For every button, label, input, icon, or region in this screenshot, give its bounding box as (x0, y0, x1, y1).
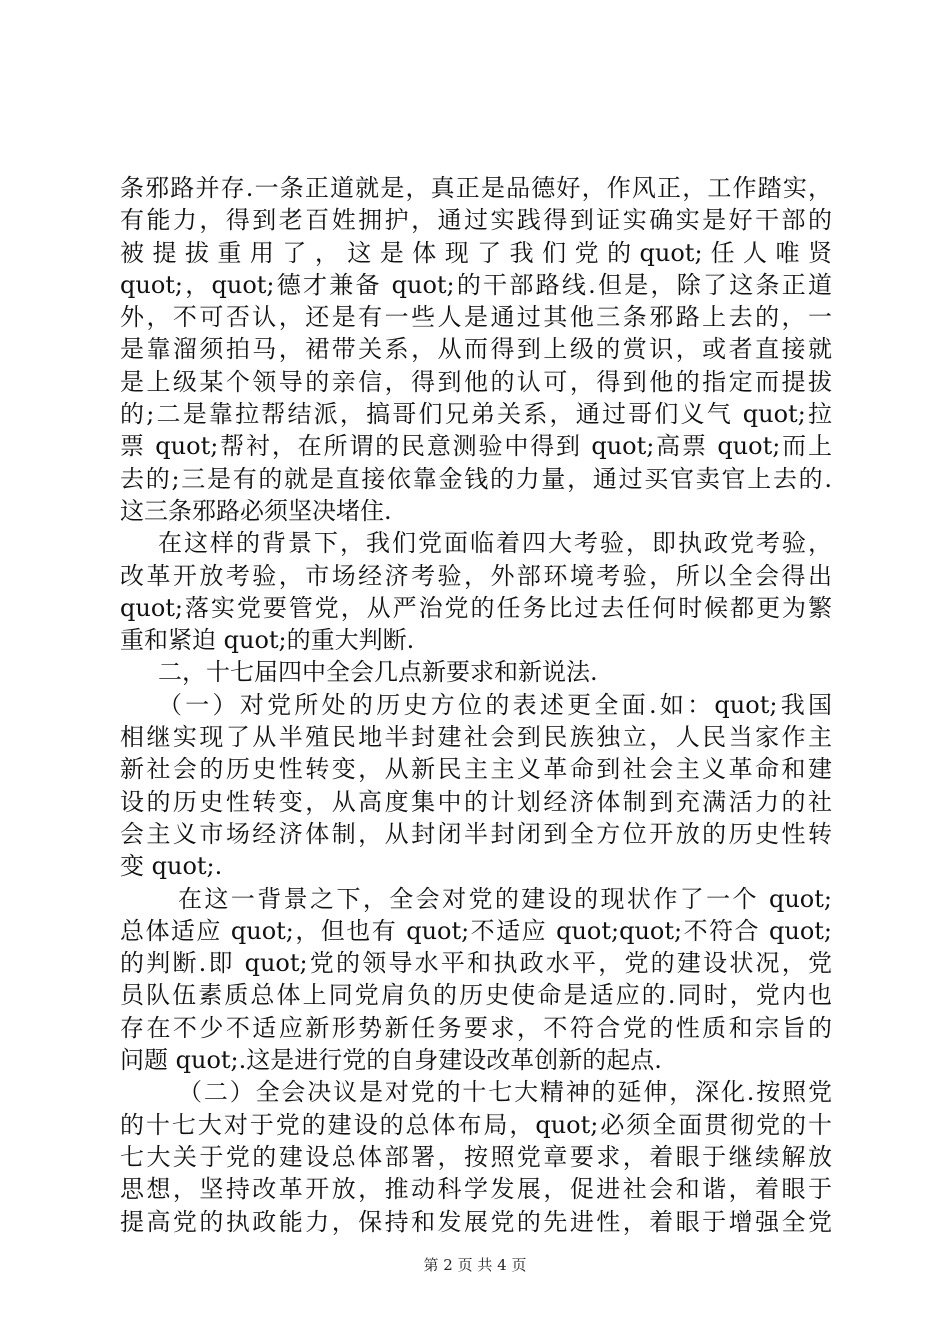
text-line: quot;落实党要管党，从严治党的任务比过去任何时候都更为繁 (120, 593, 832, 622)
text-line: 被 提 拔 重 用 了 ， 这 是 体 现 了 我 们 党 的 quot; 任 人 唯 贤 (120, 238, 832, 267)
text-line: 条邪路并存.一条正道就是，真正是品德好，作风正，工作踏实， (120, 174, 832, 202)
paragraph-start-line: （二）全会决议是对党的十七大精神的延伸，深化.按照党 (178, 1078, 832, 1107)
text-line: 这三条邪路必须坚决堵住. (120, 496, 392, 525)
text-line: 是上级某个领导的亲信，得到他的认可，得到他的指定而提拔 (120, 367, 832, 396)
text-line: 有能力，得到老百姓拥护，通过实践得到证实确实是好干部的 (120, 206, 832, 235)
text-line: 外，不可否认，还是有一些人是通过其他三条邪路上去的，一 (120, 303, 832, 332)
text-line: 的判断.即 quot;党的领导水平和执政水平，党的建设状况，党 (120, 949, 832, 978)
paragraph-start-line: （一）对党所处的历史方位的表述更全面.如：quot;我国 (158, 690, 832, 719)
paragraph-start-line: 在这样的背景下，我们党面临着四大考验，即执政党考验， (158, 529, 832, 558)
text-line: 员队伍素质总体上同党肩负的历史使命是适应的.同时，党内也 (120, 981, 832, 1010)
text-line: 是靠溜须拍马，裙带关系，从而得到上级的赏识，或者直接就 (120, 335, 832, 364)
text-line: 问题 quot;.这是进行党的自身建设改革创新的起点. (120, 1046, 662, 1075)
text-line: 提高党的执政能力，保持和发展党的先进性，着眼于增强全党 (120, 1207, 832, 1236)
section-heading: 二，十七届四中全会几点新要求和新说法. (158, 658, 598, 687)
text-line: 的;二是靠拉帮结派，搞哥们兄弟关系，通过哥们义气 quot;拉 (120, 400, 832, 429)
text-line: 相继实现了从半殖民地半封建社会到民族独立，人民当家作主 (120, 723, 832, 752)
text-line: quot;，quot;德才兼备 quot;的干部路线.但是，除了这条正道 (120, 270, 832, 299)
page-number-footer: 第 2 页 共 4 页 (423, 1256, 527, 1274)
text-line: 会主义市场经济体制，从封闭半封闭到全方位开放的历史性转 (120, 819, 832, 848)
text-line: 新社会的历史性转变，从新民主主义革命到社会主义革命和建 (120, 755, 832, 784)
document-body (120, 172, 832, 1238)
paragraph-start-line: 在这一背景之下，全会对党的建设的现状作了一个 quot; (178, 884, 832, 913)
text-line: 票 quot;帮衬，在所谓的民意测验中得到 quot;高票 quot;而上 (120, 432, 832, 461)
text-line: 设的历史性转变，从高度集中的计划经济体制到充满活力的社 (120, 787, 832, 816)
text-line: 存在不少不适应新形势新任务要求，不符合党的性质和宗旨的 (120, 1013, 832, 1042)
text-line: 去的;三是有的就是直接依靠金钱的力量，通过买官卖官上去的. (120, 464, 832, 493)
text-line: 改革开放考验，市场经济考验，外部环境考验，所以全会得出 (120, 561, 832, 590)
text-line: 思想，坚持改革开放，推动科学发展，促进社会和谐，着眼于 (120, 1175, 832, 1204)
text-line: 的十七大对于党的建设的总体布局，quot;必须全面贯彻党的十 (120, 1110, 832, 1139)
text-line: 变 quot;. (120, 852, 223, 881)
text-line: 重和紧迫 quot;的重大判断. (120, 626, 415, 655)
text-line: 七大关于党的建设总体部署，按照党章要求，着眼于继续解放 (120, 1142, 832, 1171)
text-line: 总体适应 quot;，但也有 quot;不适应 quot;quot;不符合 quot; (120, 916, 832, 945)
